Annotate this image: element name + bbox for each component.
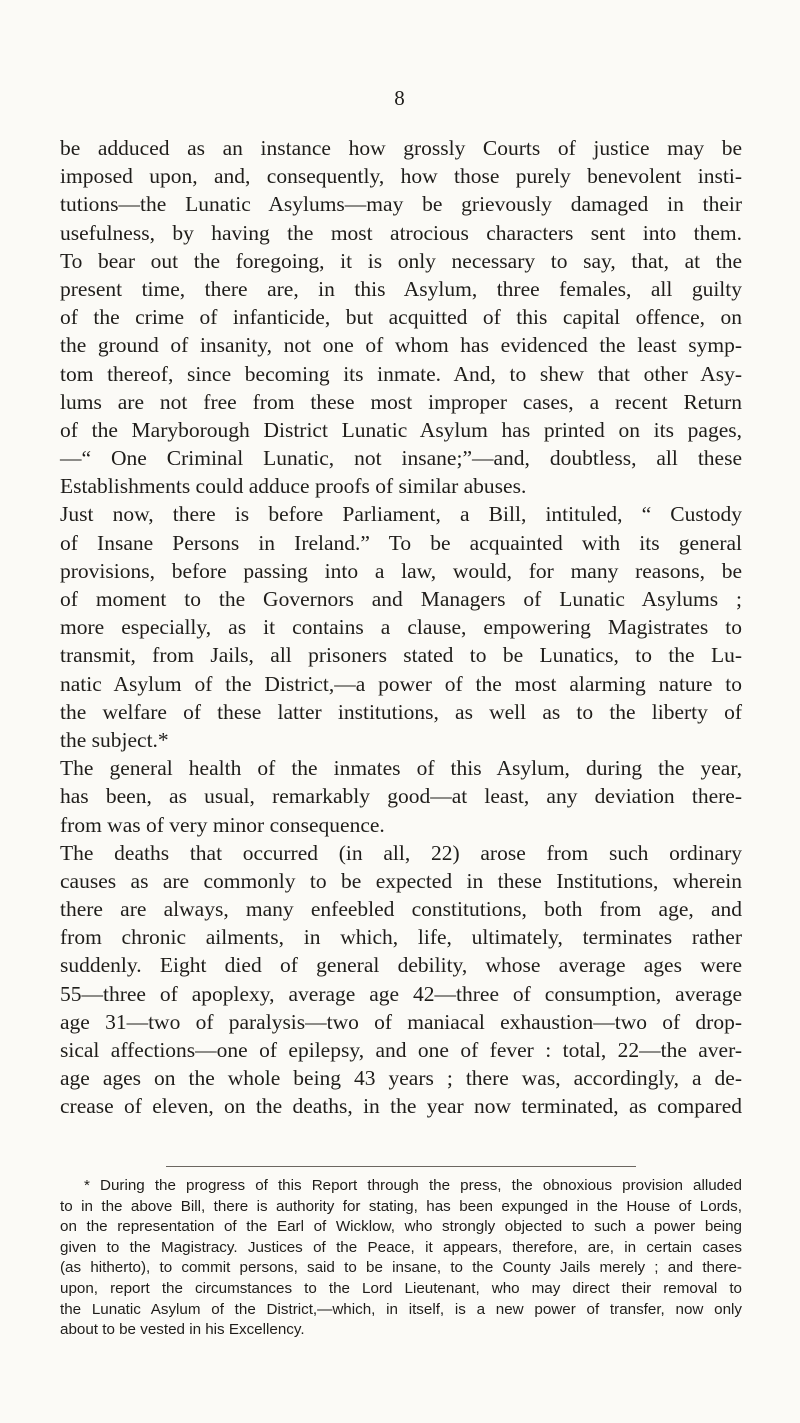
body-line: age ages on the whole being 43 years ; there was, accordingly, a de- (60, 1066, 742, 1091)
body-line: from chronic ailments, in which, life, ultimately, terminates rather (60, 925, 742, 950)
body-line: more especially, as it contains a clause, empowering Magistrates to (60, 615, 742, 640)
body-line: of the crime of infanticide, but acquitted of this capital offence, on (60, 305, 742, 330)
footnote-line: about to be vested in his Excellency. (60, 1321, 305, 1339)
page-number: 8 (394, 86, 406, 110)
body-line: Just now, there is before Parliament, a Bill, intituled, “ Custody (60, 502, 742, 527)
footnote-line: on the representation of the Earl of Wicklow, who strongly objected to such a power being (60, 1218, 742, 1236)
body-line: provisions, before passing into a law, would, for many reasons, be (60, 558, 742, 583)
body-line: The general health of the inmates of this Asylum, during the year, (60, 756, 742, 781)
body-line: tom thereof, since becoming its inmate. And, to shew that other Asy- (60, 361, 742, 386)
body-line: crease of eleven, on the deaths, in the year now terminated, as compared (60, 1094, 742, 1119)
body-line: tutions—the Lunatic Asylums—may be grievously damaged in their (60, 192, 742, 217)
body-line: the ground of insanity, not one of whom has evidenced the least symp- (60, 333, 742, 358)
footnote-line: given to the Magistracy. Justices of the Peace, it appears, therefore, are, in certain cases (60, 1238, 742, 1256)
footnote-divider (166, 1166, 636, 1167)
footnote (60, 1176, 742, 1341)
footnote-line: the Lunatic Asylum of the District,—which, in itself, is a new power of transfer, now only (60, 1300, 742, 1318)
body-line: natic Asylum of the District,—a power of the most alarming nature to (60, 671, 742, 696)
body-line: The deaths that occurred (in all, 22) arose from such ordinary (60, 840, 742, 865)
body-line: the subject.* (60, 727, 169, 752)
body-line: 55—three of apoplexy, average age 42—three of consumption, average (60, 981, 742, 1006)
body-line: lums are not free from these most improper cases, a recent Return (60, 389, 742, 414)
body-line: sical affections—one of epilepsy, and one of fever : total, 22—the aver- (60, 1038, 742, 1062)
body-line: be adduced as an instance how grossly Courts of justice may be (60, 136, 742, 160)
footnote-line: * During the progress of this Report through the press, the obnoxious provision alluded (84, 1177, 742, 1194)
body-line: has been, as usual, remarkably good—at least, any deviation there- (60, 784, 742, 809)
body-line: present time, there are, in this Asylum, three females, all guilty (60, 276, 742, 301)
footnote-line: to in the above Bill, there is authority for stating, has been expunged in the House of Lords, (60, 1197, 742, 1215)
body-line: transmit, from Jails, all prisoners stated to be Lunatics, to the Lu- (60, 643, 742, 668)
body-line: the welfare of these latter institutions, as well as to the liberty of (60, 699, 742, 724)
body-line: imposed upon, and, consequently, how those purely benevolent insti- (60, 164, 742, 189)
body-text (60, 134, 742, 1121)
body-line: causes as are commonly to be expected in these Institutions, wherein (60, 868, 742, 893)
body-line: suddenly. Eight died of general debility, whose average ages were (60, 953, 742, 978)
body-line: of Insane Persons in Ireland.” To be acquainted with its general (60, 530, 742, 555)
footnote-line: (as hitherto), to commit persons, said to be insane, to the County Jails merely ; and there- (60, 1259, 742, 1277)
body-line: age 31—two of paralysis—two of maniacal exhaustion—two of drop- (60, 1009, 742, 1034)
body-line: of moment to the Governors and Managers of Lunatic Asylums ; (60, 587, 742, 611)
body-line: To bear out the foregoing, it is only necessary to say, that, at the (60, 248, 742, 273)
body-line: usefulness, by having the most atrocious characters sent into them. (60, 220, 742, 245)
body-line: of the Maryborough District Lunatic Asylum has printed on its pages, (60, 417, 742, 442)
body-line: from was of very minor consequence. (60, 812, 385, 837)
body-line: —“ One Criminal Lunatic, not insane;”—and, doubtless, all these (60, 446, 742, 471)
footnote-line: upon, report the circumstances to the Lord Lieutenant, who may direct their removal to (60, 1279, 742, 1297)
body-line: Establishments could adduce proofs of similar abuses. (60, 474, 527, 499)
body-line: there are always, many enfeebled constitutions, both from age, and (60, 897, 742, 922)
